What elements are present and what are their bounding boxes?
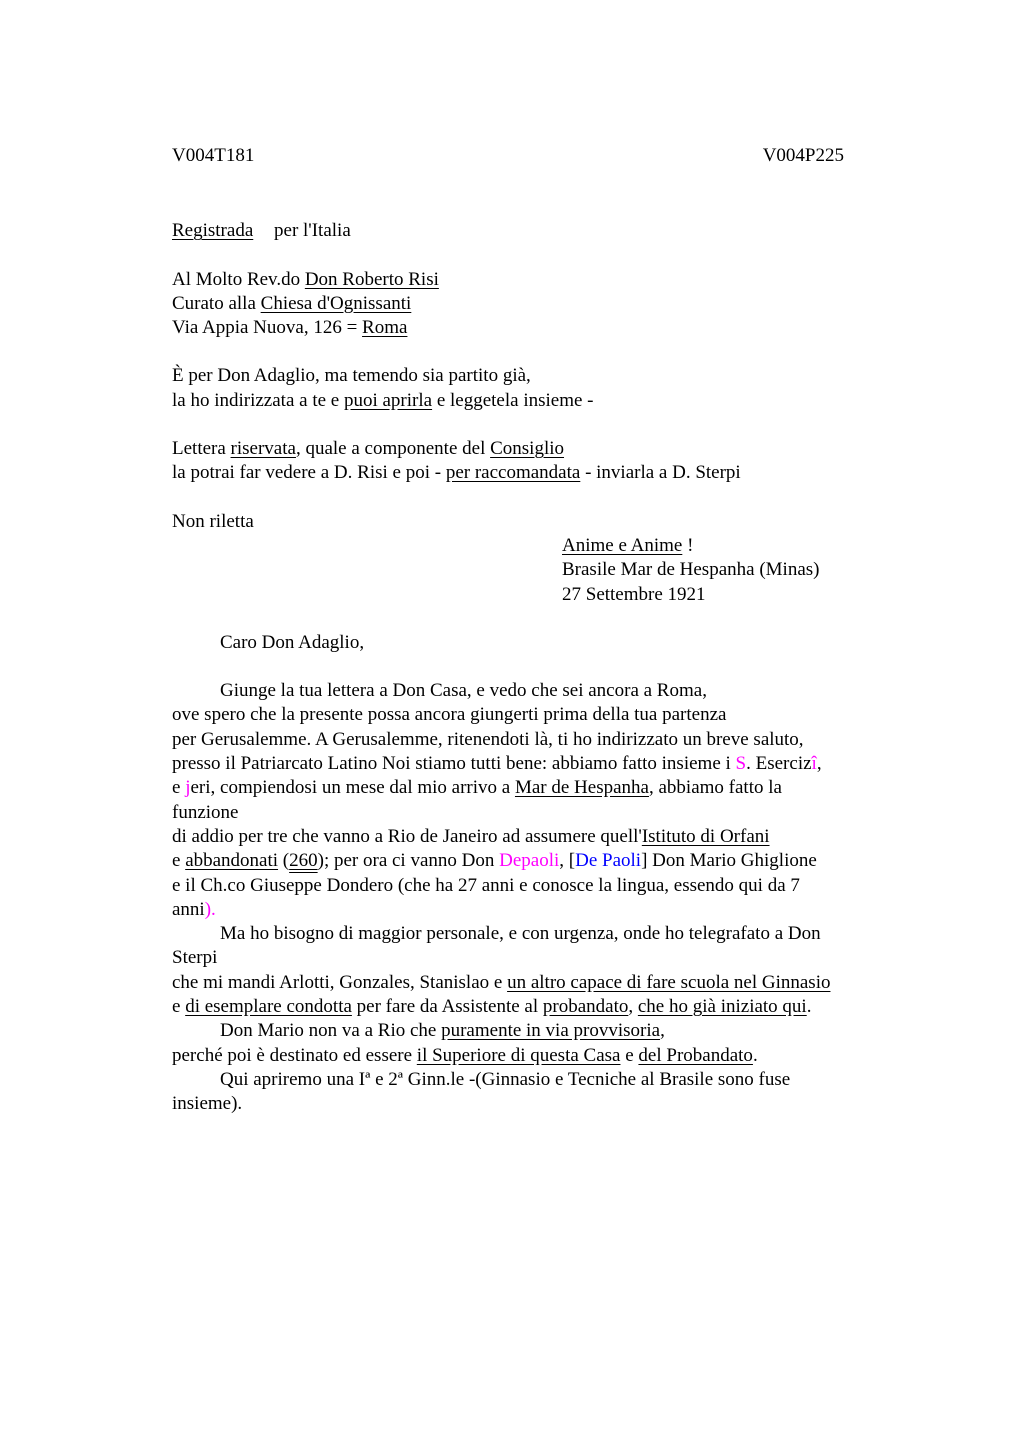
archive-header [172,144,844,168]
church-name: Chiesa d'Ognissanti [260,292,412,314]
dateline: Anime e Anime ! Brasile Mar de Hespanha (Minas) 27 Settembre 1921 [562,534,892,607]
city-name: Roma [362,317,408,339]
place: Brasile Mar de Hespanha (Minas) [562,559,820,581]
address-line-3: Via Appia Nuova, 126 = Roma [172,317,408,339]
letter-page [172,144,892,1117]
page-code: V004P225 [762,145,844,166]
address-block [172,268,892,341]
recipient-name: Don Roberto Risi [304,268,439,290]
date: 27 Settembre 1921 [562,583,706,605]
motto: Anime e Anime [562,534,683,556]
forwarding-note: È per Don Adaglio, ma temendo sia partito già, la ho indirizzata a te e puoi aprirla e leggetela insieme - [172,365,594,411]
confidential-note: Lettera riservata, quale a componente del Consiglio la potrai far vedere a D. Risi e poi - per raccomandata - inviarla a D. Sterpi [172,438,741,484]
document-code: V004T181 [172,145,255,166]
address-line-2: Curato alla Chiesa d'Ognissanti [172,292,412,314]
envelope-line [172,219,892,243]
not-reread-note: Non riletta [172,510,254,532]
address-line-1: Al Molto Rev.do Don Roberto Risi [172,268,439,290]
destination-country: per l'Italia [274,220,351,242]
salutation: Caro Don Adaglio, [220,631,365,653]
registered-mark: Registrada [172,220,254,242]
letter-body: Giunge la tua lettera a Don Casa, e vedo che sei ancora a Roma, ove spero che la presente possa ancora giungerti prima della tua partenza per Gerusalemme. A Gerusalemme, ritenendoti là, ti ho indirizzato un breve saluto, presso il Patriarcato Latino Noi stiamo tutti bene: abbiamo fatto insieme i S. Esercizî, e jeri, compiendosi un mese dal mio arrivo a Mar de Hespanha, abbiamo fatto la funzione di addio per tre che vanno a Rio de Janeiro ad assumere quell'Istituto di Orfani e abbandonati (260); per ora ci vanno Don Depaoli, [De Paoli] Don Mario Ghiglione e il Ch.co Giuseppe Dondero (che ha 27 anni e conosce la lingua, essendo qui da 7 anni). Ma ho bisogno di maggior personale, e con urgenza, onde ho telegrafato a Don Sterpi che mi mandi Arlotti, Gonzales, Stanislao e un altro capace di fare scuola nel Ginnasio e di esemplare condotta per fare da Assistente al probandato, che ho già iniziato qui. Don Mario non va a Rio che puramente in via provvisoria, perché poi è destinato ed essere il Superiore di questa Casa e del Probandato. Qui apriremo una Iª e 2ª Ginn.le -(Ginnasio e Tecniche al Brasile sono fuse insieme). [172,680,831,1115]
